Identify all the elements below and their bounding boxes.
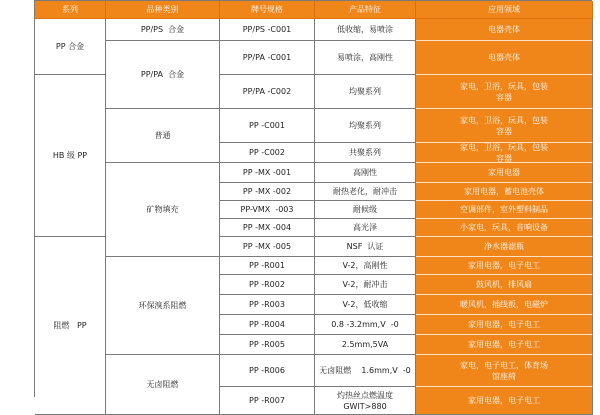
category-bromine-fr: 环保溴系阻燃 bbox=[106, 257, 220, 355]
application-cell: 小家电，玩具，音响设备 bbox=[416, 219, 593, 237]
feature-cell: V-2，耐冲击 bbox=[315, 275, 416, 295]
application-cell: 家用电器，电子电工 bbox=[416, 315, 593, 335]
application-cell: 家用电器，电子电工 bbox=[416, 387, 593, 415]
grade-cell: PP/PA -C001 bbox=[220, 41, 315, 75]
feature-cell: V-2，高刚性 bbox=[315, 257, 416, 275]
grade-cell: PP-VMX -003 bbox=[220, 201, 315, 219]
application-cell: 鼓风机，排风扇 bbox=[416, 275, 593, 295]
category-pp-ps-alloy: PP/PS 合金 bbox=[106, 19, 220, 41]
grade-cell: PP -R002 bbox=[220, 275, 315, 295]
application-cell: 家电，卫浴，玩具，包装 容器 bbox=[416, 75, 593, 109]
series-hb-pp: HB 级 PP bbox=[35, 75, 106, 237]
application-cell: 电器壳体 bbox=[416, 19, 593, 41]
application-cell: 电器壳体 bbox=[416, 41, 593, 75]
grade-cell: PP -MX -002 bbox=[220, 183, 315, 201]
grade-cell: PP -R003 bbox=[220, 295, 315, 315]
series-pp-alloy: PP 合金 bbox=[35, 19, 106, 75]
application-cell: 家电，电子电工，体育场 馆座椅 bbox=[416, 355, 593, 387]
header-grade: 牌号规格 bbox=[220, 1, 315, 19]
feature-cell: NSF 认证 bbox=[315, 237, 416, 257]
feature-cell: 高光泽 bbox=[315, 219, 416, 237]
feature-cell: 高刚性 bbox=[315, 163, 416, 183]
application-cell: 家用电器，蓄电池壳体 bbox=[416, 183, 593, 201]
header-feature: 产品特征 bbox=[315, 1, 416, 19]
application-cell: 净水器滤瓶 bbox=[416, 237, 593, 257]
application-cell: 家用电器 bbox=[416, 163, 593, 183]
feature-cell: V-2，低收缩 bbox=[315, 295, 416, 315]
application-cell: 家用电器，电子电工 bbox=[416, 257, 593, 275]
header-category: 品种类别 bbox=[106, 1, 220, 19]
header-series: 系列 bbox=[35, 1, 106, 19]
grade-cell: PP/PA -C002 bbox=[220, 75, 315, 109]
grade-cell: PP -MX -005 bbox=[220, 237, 315, 257]
category-halogen-free-fr: 无卤阻燃 bbox=[106, 355, 220, 415]
category-pp-pa-alloy: PP/PA 合金 bbox=[106, 41, 220, 109]
feature-cell: 灼热丝点燃温度 GWIT>880 bbox=[315, 387, 416, 415]
feature-cell: 无卤阻燃 1.6mm,V -0 bbox=[315, 355, 416, 387]
grade-cell: PP -R005 bbox=[220, 335, 315, 355]
feature-cell: 易喷涂，高刚性 bbox=[315, 41, 416, 75]
feature-cell: 共聚系列 bbox=[315, 143, 416, 163]
grade-cell: PP -C001 bbox=[220, 109, 315, 143]
feature-cell: 耐候级 bbox=[315, 201, 416, 219]
feature-cell: 均聚系列 bbox=[315, 109, 416, 143]
feature-cell: 低收缩，易喷涂 bbox=[315, 19, 416, 41]
application-cell: 家用电器，电子电工 bbox=[416, 335, 593, 355]
application-cell: 暖风机，插线板，电磁炉 bbox=[416, 295, 593, 315]
grade-cell: PP -R004 bbox=[220, 315, 315, 335]
grade-cell: PP -MX -004 bbox=[220, 219, 315, 237]
grade-cell: PP -R001 bbox=[220, 257, 315, 275]
feature-cell: 0.8 -3.2mm,V -0 bbox=[315, 315, 416, 335]
feature-cell: 2.5mm,5VA bbox=[315, 335, 416, 355]
header-application: 应用领域 bbox=[416, 1, 593, 19]
series-flame-retardant-pp: 阻燃 PP bbox=[35, 237, 106, 415]
grade-cell: PP -MX -001 bbox=[220, 163, 315, 183]
application-cell: 家电，卫浴，玩具，包装 容器 bbox=[416, 143, 593, 163]
application-cell: 家电，卫浴，玩具，包装 容器 bbox=[416, 109, 593, 143]
application-cell: 空调部件，室外塑料制品 bbox=[416, 201, 593, 219]
category-mineral-filled: 矿物填充 bbox=[106, 163, 220, 257]
feature-cell: 耐热老化，耐冲击 bbox=[315, 183, 416, 201]
grade-cell: PP -C002 bbox=[220, 143, 315, 163]
feature-cell: 均聚系列 bbox=[315, 75, 416, 109]
product-table bbox=[34, 0, 592, 411]
grade-cell: PP -R006 bbox=[220, 355, 315, 387]
category-general: 普通 bbox=[106, 109, 220, 163]
grade-cell: PP/PS -C001 bbox=[220, 19, 315, 41]
grade-cell: PP -R007 bbox=[220, 387, 315, 415]
